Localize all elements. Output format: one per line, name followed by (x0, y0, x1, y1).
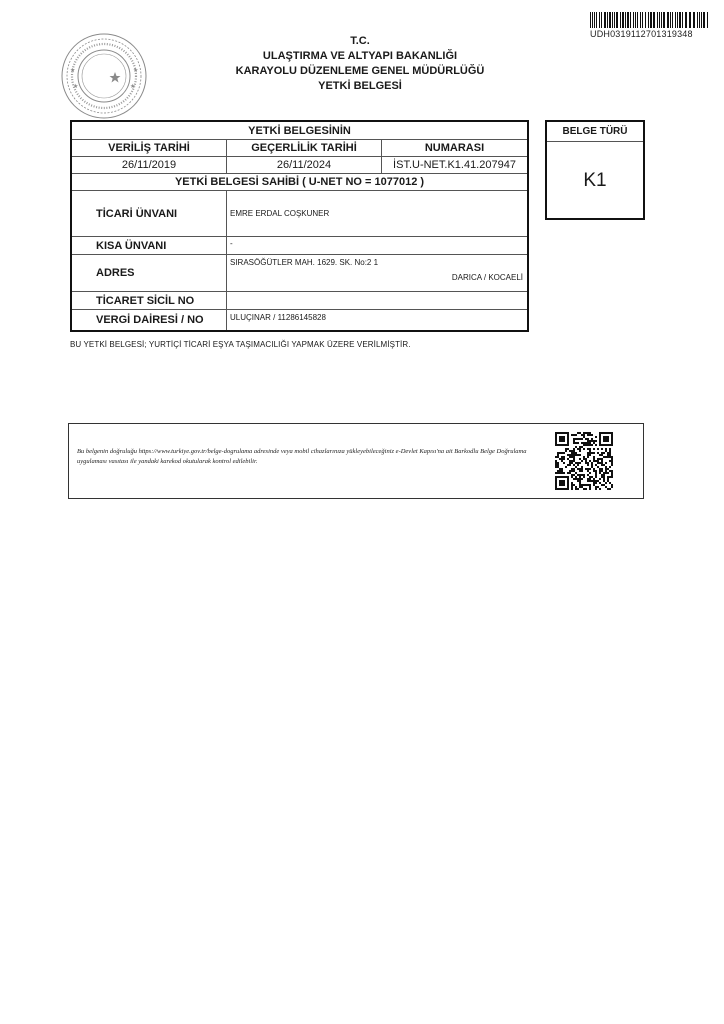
seal-star: ★ (70, 67, 76, 74)
verification-text: Bu belgenin doğruluğu https://www.turkiye.gov.tr/belge-dogrulama adresinde veya mobil cihazlarınıza yükleyebileceğiniz e-Devlet Kapısı'na ait Barkodlu Belge Doğrulama uygulaması vasıtası ile yandaki karekod okutularak kontrol edilebilir. (77, 448, 527, 465)
certificate-number: İST.U-NET.K1.41.207947 (393, 159, 516, 171)
header-directorate: KARAYOLU DÜZENLEME GENEL MÜDÜRLÜĞÜ (235, 65, 485, 77)
holder-title: YETKİ BELGESİ SAHİBİ ( U-NET NO = 1077012 ) (174, 176, 425, 188)
header-country: T.C. (350, 35, 370, 47)
document-type-box (545, 120, 645, 220)
barcode-number: UDH0319112701319348 (590, 29, 693, 39)
seal-star: ★ (130, 83, 136, 90)
ministry-seal-icon (60, 32, 148, 120)
address-line-2: DARICA / KOCAELİ (451, 273, 523, 282)
header-ministry: ULAŞTIRMA VE ALTYAPI BAKANLIĞI (262, 50, 458, 62)
issue-date: 26/11/2019 (72, 157, 227, 173)
issue-date-header: VERİLİŞ TARİHİ (72, 140, 227, 156)
registry-row (72, 292, 527, 310)
address-row (72, 255, 527, 292)
address-label: ADRES (72, 255, 227, 291)
authorization-note: BU YETKİ BELGESİ; YURTİÇİ TİCARİ EŞYA TAŞIMACILIĞI YAPMAK ÜZERE VERİLMİŞTİR. (70, 340, 411, 349)
certificate-values-row (72, 157, 527, 174)
registry-value (227, 292, 527, 309)
short-name-row (72, 237, 527, 255)
barcode-block (590, 12, 708, 39)
seal-star: ★ (133, 67, 139, 74)
certificate-table (70, 120, 529, 332)
number-header: NUMARASI (424, 142, 485, 154)
validity-date-header: GEÇERLİLİK TARİHİ (227, 140, 382, 156)
tax-row (72, 310, 527, 330)
tax-value: ULUÇINAR / 11286145828 (230, 313, 326, 322)
short-name-value: - (230, 239, 233, 248)
document-type-value: K1 (583, 169, 607, 191)
verification-box (68, 423, 644, 499)
document-type-label: BELGE TÜRÜ (547, 122, 643, 142)
registry-label: TİCARET SİCİL NO (72, 292, 227, 309)
validity-date: 26/11/2024 (227, 157, 382, 173)
seal-star: ★ (73, 83, 79, 90)
trade-name-value: EMRE ERDAL COŞKUNER (230, 209, 330, 218)
short-name-label: KISA ÜNVANI (72, 237, 227, 254)
trade-name-row (72, 191, 527, 237)
barcode-icon (590, 12, 708, 28)
header-doc-title: YETKİ BELGESİ (318, 80, 402, 92)
tax-label: VERGİ DAİRESİ / NO (72, 310, 227, 330)
address-line-1: SIRASÖĞÜTLER MAH. 1629. SK. No:2 1 (230, 258, 379, 267)
holder-title-row (72, 174, 527, 191)
section-title-row (72, 122, 527, 140)
address-value (227, 255, 527, 291)
trade-name-label: TİCARİ ÜNVANI (72, 191, 227, 236)
document-header (200, 34, 520, 94)
qr-code-icon (555, 432, 613, 490)
section-title: YETKİ BELGESİNİN (248, 124, 351, 137)
column-header-row (72, 140, 527, 157)
